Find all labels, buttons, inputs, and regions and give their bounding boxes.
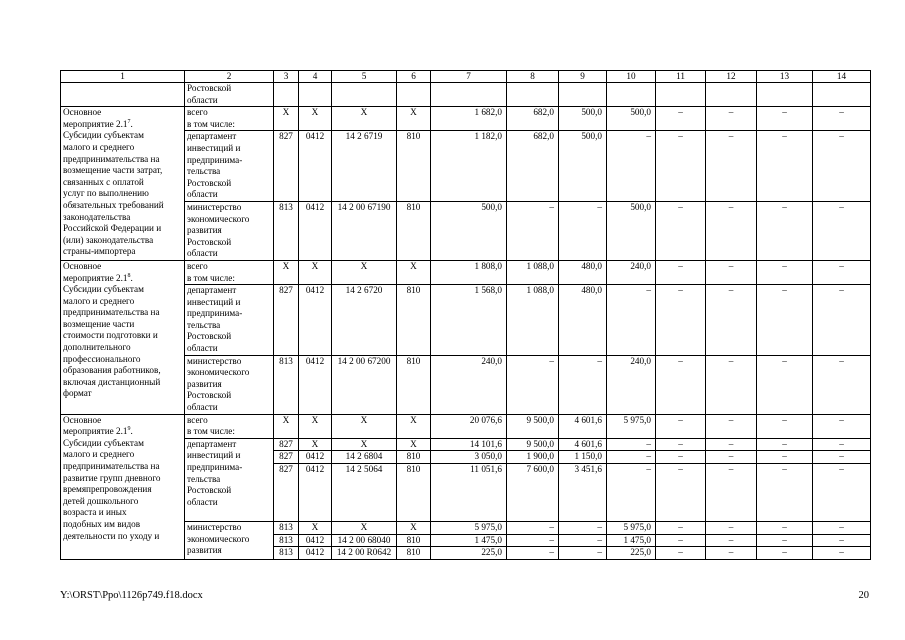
amount-2022: – xyxy=(656,260,706,284)
column-number-7: 7 xyxy=(431,71,507,83)
amount-2020: 3 451,6 xyxy=(559,464,607,522)
expense-type-code: 810 xyxy=(397,451,431,464)
expense-type-code: 810 xyxy=(397,131,431,202)
amount-2022: – xyxy=(656,451,706,464)
amount-2024: – xyxy=(757,522,813,535)
amount-2023: – xyxy=(706,355,757,414)
total-2019-2030: 1 808,0 xyxy=(431,260,507,284)
executor-cell: всего в том числе: xyxy=(185,107,274,131)
target-article-code: 14 2 00 68040 xyxy=(332,534,397,547)
target-article-code: 14 2 00 R0642 xyxy=(332,547,397,560)
amount-2022: – xyxy=(656,201,706,260)
amount-2025: – xyxy=(813,260,871,284)
expense-type-code: 810 xyxy=(397,201,431,260)
grbs-code: 813 xyxy=(274,547,299,560)
amount-2021: 240,0 xyxy=(607,260,656,284)
amount-2023: – xyxy=(706,522,757,535)
amount-2019: – xyxy=(507,355,559,414)
grbs-code: Х xyxy=(274,414,299,438)
amount-2020: 480,0 xyxy=(559,285,607,356)
amount-2025: – xyxy=(813,107,871,131)
column-number-1: 1 xyxy=(61,71,185,83)
target-article-code: 14 2 00 67200 xyxy=(332,355,397,414)
activity-total-row xyxy=(61,414,871,438)
amount-2021: 225,0 xyxy=(607,547,656,560)
column-number-row xyxy=(61,71,871,83)
section-code: 0412 xyxy=(299,534,332,547)
activity-name-cell xyxy=(61,414,185,559)
executor-cell: департамент инвестиций и предпринима- тельства Ростовской области xyxy=(185,438,274,521)
total-2019-2030: 20 076,6 xyxy=(431,414,507,438)
amount-2025: – xyxy=(813,534,871,547)
empty-cell xyxy=(332,83,397,107)
activity-name-cell xyxy=(61,260,185,414)
empty-cell xyxy=(299,83,332,107)
empty-cell xyxy=(431,83,507,107)
grbs-code: 827 xyxy=(274,285,299,356)
amount-2022: – xyxy=(656,522,706,535)
grbs-code: 827 xyxy=(274,131,299,202)
empty-cell xyxy=(507,83,559,107)
amount-2025: – xyxy=(813,451,871,464)
amount-2020: 500,0 xyxy=(559,131,607,202)
column-number-12: 12 xyxy=(706,71,757,83)
amount-2022: – xyxy=(656,355,706,414)
column-number-9: 9 xyxy=(559,71,607,83)
section-code: 0412 xyxy=(299,451,332,464)
section-code: Х xyxy=(299,522,332,535)
executor-cell: министерство экономического развития Ростовской области xyxy=(185,355,274,414)
empty-cell xyxy=(656,83,706,107)
amount-2025: – xyxy=(813,414,871,438)
target-article-code: Х xyxy=(332,414,397,438)
amount-2024: – xyxy=(757,201,813,260)
budget-table xyxy=(60,70,871,560)
empty-cell xyxy=(757,83,813,107)
executor-cell: всего в том числе: xyxy=(185,414,274,438)
section-code: 0412 xyxy=(299,547,332,560)
target-article-code: 14 2 00 67190 xyxy=(332,201,397,260)
section-code: Х xyxy=(299,260,332,284)
expense-type-code: 810 xyxy=(397,534,431,547)
grbs-code: Х xyxy=(274,107,299,131)
amount-2024: – xyxy=(757,260,813,284)
amount-2023: – xyxy=(706,131,757,202)
column-number-11: 11 xyxy=(656,71,706,83)
amount-2020: – xyxy=(559,355,607,414)
grbs-code: 813 xyxy=(274,201,299,260)
amount-2022: – xyxy=(656,107,706,131)
amount-2022: – xyxy=(656,285,706,356)
amount-2024: – xyxy=(757,438,813,451)
activity-description: . Субсидии субъектам малого и среднего предпринимательства на возмещение части затрат, связанных с оплатой услуг по выполнению обязательных требований законодательства Российской Федерации и (или) законодательства страны-импортера xyxy=(63,118,164,257)
amount-2021: 240,0 xyxy=(607,355,656,414)
expense-type-code: 810 xyxy=(397,464,431,522)
activity-name-cell xyxy=(61,83,185,107)
total-2019-2030: 1 475,0 xyxy=(431,534,507,547)
activity-description: . Субсидии субъектам малого и среднего предпринимательства на возмещение части стоимости подготовки и дополнительного профессионального образования работников, включая дистанционный формат xyxy=(63,272,161,399)
amount-2020: – xyxy=(559,201,607,260)
column-number-6: 6 xyxy=(397,71,431,83)
executor-cell: всего в том числе: xyxy=(185,260,274,284)
expense-type-code: Х xyxy=(397,522,431,535)
amount-2025: – xyxy=(813,464,871,522)
total-2019-2030: 1 182,0 xyxy=(431,131,507,202)
amount-2023: – xyxy=(706,285,757,356)
amount-2023: – xyxy=(706,451,757,464)
amount-2022: – xyxy=(656,131,706,202)
grbs-code: 813 xyxy=(274,522,299,535)
amount-2025: – xyxy=(813,522,871,535)
amount-2024: – xyxy=(757,534,813,547)
amount-2019: 682,0 xyxy=(507,131,559,202)
section-code: 0412 xyxy=(299,285,332,356)
amount-2024: – xyxy=(757,131,813,202)
total-2019-2030: 1 568,0 xyxy=(431,285,507,356)
grbs-code: 827 xyxy=(274,451,299,464)
amount-2019: – xyxy=(507,522,559,535)
empty-cell xyxy=(607,83,656,107)
amount-2025: – xyxy=(813,355,871,414)
amount-2021: – xyxy=(607,438,656,451)
amount-2022: – xyxy=(656,534,706,547)
amount-2020: 4 601,6 xyxy=(559,438,607,451)
document-path: Y:\ORST\Ppo\1126p749.f18.docx xyxy=(60,590,203,601)
amount-2022: – xyxy=(656,464,706,522)
executor-cell: министерство экономического развития Ростовской области xyxy=(185,201,274,260)
amount-2023: – xyxy=(706,260,757,284)
amount-2020: – xyxy=(559,522,607,535)
amount-2019: – xyxy=(507,547,559,560)
executor-cell: департамент инвестиций и предпринима- тельства Ростовской области xyxy=(185,131,274,202)
total-2019-2030: 5 975,0 xyxy=(431,522,507,535)
amount-2020: 1 150,0 xyxy=(559,451,607,464)
empty-cell xyxy=(813,83,871,107)
expense-type-code: Х xyxy=(397,414,431,438)
amount-2023: – xyxy=(706,438,757,451)
amount-2025: – xyxy=(813,285,871,356)
section-code: Х xyxy=(299,107,332,131)
executor-cell: Ростовской области xyxy=(185,83,274,107)
amount-2023: – xyxy=(706,547,757,560)
amount-2025: – xyxy=(813,131,871,202)
target-article-code: Х xyxy=(332,107,397,131)
amount-2024: – xyxy=(757,285,813,356)
expense-type-code: Х xyxy=(397,438,431,451)
amount-2019: 1 088,0 xyxy=(507,260,559,284)
expense-type-code: Х xyxy=(397,107,431,131)
column-number-4: 4 xyxy=(299,71,332,83)
total-2019-2030: 500,0 xyxy=(431,201,507,260)
expense-type-code: 810 xyxy=(397,547,431,560)
target-article-code: Х xyxy=(332,522,397,535)
target-article-code: Х xyxy=(332,260,397,284)
amount-2023: – xyxy=(706,464,757,522)
amount-2024: – xyxy=(757,414,813,438)
amount-2020: – xyxy=(559,547,607,560)
section-code: 0412 xyxy=(299,131,332,202)
amount-2024: – xyxy=(757,107,813,131)
amount-2019: 682,0 xyxy=(507,107,559,131)
amount-2021: – xyxy=(607,464,656,522)
amount-2024: – xyxy=(757,355,813,414)
target-article-code: 14 2 6804 xyxy=(332,451,397,464)
target-article-code: 14 2 5064 xyxy=(332,464,397,522)
activity-title: Основное мероприятие 2.1 xyxy=(63,107,128,129)
amount-2019: 1 088,0 xyxy=(507,285,559,356)
grbs-code: 813 xyxy=(274,534,299,547)
amount-2021: – xyxy=(607,131,656,202)
target-article-code: 14 2 6720 xyxy=(332,285,397,356)
footnote-mark: 7 xyxy=(127,118,131,125)
amount-2019: 7 600,0 xyxy=(507,464,559,522)
amount-2019: – xyxy=(507,534,559,547)
column-number-14: 14 xyxy=(813,71,871,83)
grbs-code: Х xyxy=(274,260,299,284)
amount-2022: – xyxy=(656,414,706,438)
page-number: 20 xyxy=(858,590,869,601)
total-2019-2030: 11 051,6 xyxy=(431,464,507,522)
amount-2020: 500,0 xyxy=(559,107,607,131)
empty-cell xyxy=(397,83,431,107)
expense-type-code: 810 xyxy=(397,285,431,356)
section-code: 0412 xyxy=(299,355,332,414)
amount-2023: – xyxy=(706,534,757,547)
amount-2022: – xyxy=(656,547,706,560)
activity-title: Основное мероприятие 2.1 xyxy=(63,414,128,437)
activity-total-row xyxy=(61,260,871,284)
amount-2019: 9 500,0 xyxy=(507,438,559,451)
amount-2019: – xyxy=(507,201,559,260)
amount-2023: – xyxy=(706,414,757,438)
section-code: Х xyxy=(299,438,332,451)
amount-2023: – xyxy=(706,201,757,260)
footnote-mark: 9 xyxy=(127,426,131,433)
executor-cell: министерство экономического развития xyxy=(185,522,274,560)
target-article-code: 14 2 6719 xyxy=(332,131,397,202)
amount-2022: – xyxy=(656,438,706,451)
grbs-code: 827 xyxy=(274,464,299,522)
empty-cell xyxy=(559,83,607,107)
total-2019-2030: 240,0 xyxy=(431,355,507,414)
amount-2019: 9 500,0 xyxy=(507,414,559,438)
amount-2020: – xyxy=(559,534,607,547)
section-code: 0412 xyxy=(299,201,332,260)
total-2019-2030: 1 682,0 xyxy=(431,107,507,131)
activity-title: Основное мероприятие 2.1 xyxy=(63,260,128,283)
amount-2020: 480,0 xyxy=(559,260,607,284)
amount-2021: 500,0 xyxy=(607,107,656,131)
total-2019-2030: 3 050,0 xyxy=(431,451,507,464)
column-number-3: 3 xyxy=(274,71,299,83)
amount-2021: 5 975,0 xyxy=(607,414,656,438)
amount-2021: 500,0 xyxy=(607,201,656,260)
amount-2021: 5 975,0 xyxy=(607,522,656,535)
amount-2021: 1 475,0 xyxy=(607,534,656,547)
empty-cell xyxy=(706,83,757,107)
activity-description: . Субсидии субъектам малого и среднего предпринимательства на развитие групп дневного времяпрепровождения детей дошкольного возраста и иных подобных им видов деятельности по уходу и xyxy=(63,426,161,541)
total-2019-2030: 225,0 xyxy=(431,547,507,560)
column-number-8: 8 xyxy=(507,71,559,83)
column-number-13: 13 xyxy=(757,71,813,83)
grbs-code: 813 xyxy=(274,355,299,414)
expense-type-code: 810 xyxy=(397,355,431,414)
amount-2021: – xyxy=(607,451,656,464)
amount-2025: – xyxy=(813,201,871,260)
column-number-10: 10 xyxy=(607,71,656,83)
amount-2020: 4 601,6 xyxy=(559,414,607,438)
executor-cell: департамент инвестиций и предпринима- тельства Ростовской области xyxy=(185,285,274,356)
column-number-5: 5 xyxy=(332,71,397,83)
empty-cell xyxy=(274,83,299,107)
column-number-2: 2 xyxy=(185,71,274,83)
amount-2024: – xyxy=(757,464,813,522)
total-2019-2030: 14 101,6 xyxy=(431,438,507,451)
section-code: Х xyxy=(299,414,332,438)
continuation-row xyxy=(61,83,871,107)
footnote-mark: 8 xyxy=(127,272,131,279)
amount-2025: – xyxy=(813,547,871,560)
amount-2019: 1 900,0 xyxy=(507,451,559,464)
section-code: 0412 xyxy=(299,464,332,522)
amount-2021: – xyxy=(607,285,656,356)
grbs-code: 827 xyxy=(274,438,299,451)
amount-2024: – xyxy=(757,547,813,560)
expense-type-code: Х xyxy=(397,260,431,284)
amount-2023: – xyxy=(706,107,757,131)
activity-name-cell xyxy=(61,107,185,261)
activity-total-row xyxy=(61,107,871,131)
target-article-code: Х xyxy=(332,438,397,451)
amount-2025: – xyxy=(813,438,871,451)
amount-2024: – xyxy=(757,451,813,464)
